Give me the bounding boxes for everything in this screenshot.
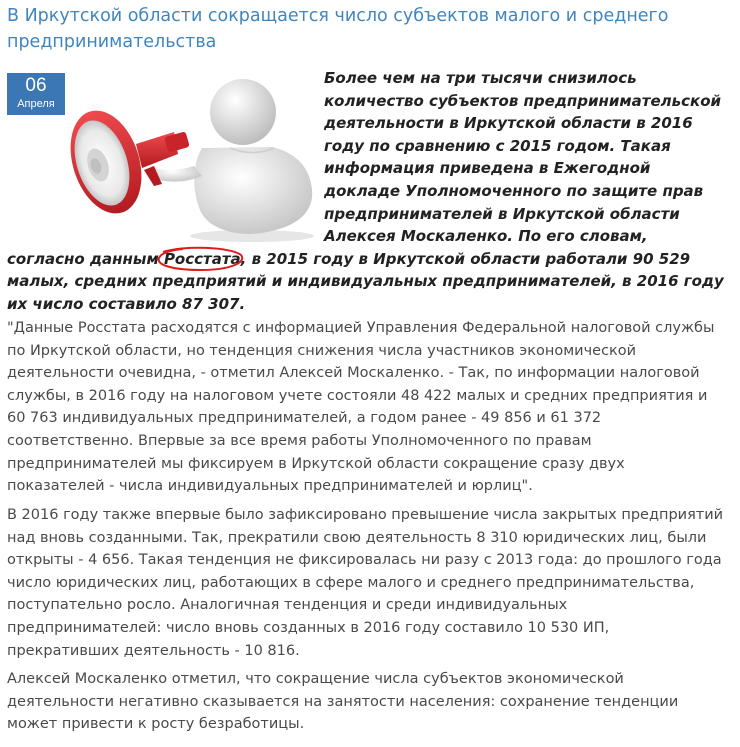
date-month: Апреля	[17, 98, 55, 110]
body-paragraph-1: "Данные Росстата расходятся с информацией Управления Федеральной налоговой службы по Иркутской области, но тенденция снижения числа участников экономической деятельности очевидна, - отметил Алексей Москаленко. - Так, по информации налоговой службы, в 2016 году на налоговом учете состояли 48 422 малых и средних предприятия и 60 763 индивидуальных предпринимателей, а годом ранее - 49 856 и 61 372 соответственно. Впервые за все время работы Уполномоченного по правам предпринимателей мы фиксируем в Иркутской области сокращение сразу двух показателей - числа индивидуальных предпринимателей и юрлиц".	[7, 320, 715, 495]
body-paragraph-2: В 2016 году также впервые было зафиксировано превышение числа закрытых предприятий над вновь созданными. Так, прекратили свою деятельность 8 310 юридических лиц, были открыты - 4 656. Такая тенденция не фиксировалась ни разу с 2013 года: до прошлого года число юридических лиц, работающих в сфере малого и среднего предпринимательства, поступательно росло. Аналогичная тенденция и среди индивидуальных предпринимателей: число вновь созданных в 2016 году составило 10 530 ИП, прекративших деятельность - 10 816.	[7, 507, 724, 659]
date-badge	[7, 73, 65, 115]
rosstat-highlight-text: Росстата	[163, 249, 241, 268]
rosstat-highlight	[164, 250, 241, 268]
megaphone-man-illustration	[62, 70, 324, 248]
lead-text-before: Более чем на три тысячи снизилось количество субъектов предпринимательской деятельности в Иркутской области в 2016 году по сравнению с 2015 годом. Такая информация приведена в Ежегодной докладе Уполномоченного по защите прав предпринимателей в Иркутской области Алексея Москаленко. По его словам, согласно данным	[7, 69, 722, 268]
lead-text-after: , в 2015 году в Иркутской области работали 90 529 малых, средних предприятий и индивидуальных предпринимателей, в 2016 году их число составило 87 307.	[7, 249, 724, 313]
article-title[interactable]: В Иркутской области сокращается число субъектов малого и среднего предпринимательства	[7, 6, 669, 52]
date-day: 06	[25, 75, 47, 96]
body-paragraph-3: Алексей Москаленко отметил, что сокращение числа субъектов экономической деятельности негативно сказывается на занятости населения: сохранение тенденции может привести к росту безработицы.	[7, 671, 679, 733]
